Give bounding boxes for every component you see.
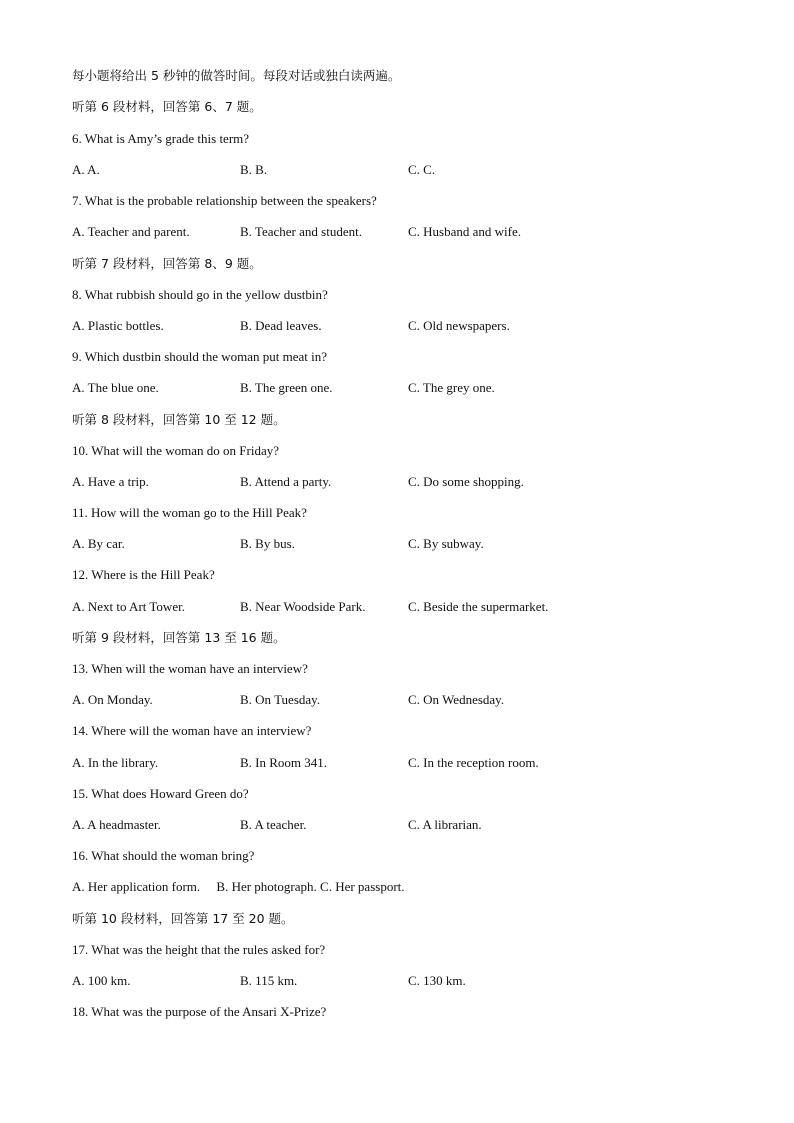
question-11: 11. How will the woman go to the Hill Peak? xyxy=(72,505,307,520)
option-b: B. 115 km. xyxy=(240,973,298,988)
option-c: C. The grey one. xyxy=(408,380,495,395)
option-c: C. On Wednesday. xyxy=(408,692,505,707)
option-a: A. Have a trip. xyxy=(72,474,149,489)
question-17: 17. What was the height that the rules asked for? xyxy=(72,942,326,957)
option-b: B. Dead leaves. xyxy=(240,318,322,333)
option-c: C. Do some shopping. xyxy=(408,474,524,489)
option-b: B. On Tuesday. xyxy=(240,692,321,707)
section-heading: 听第 10 段材料，回答第 17 至 20 题。 xyxy=(72,911,294,926)
question-9: 9. Which dustbin should the woman put meat in? xyxy=(72,349,328,364)
question-18: 18. What was the purpose of the Ansari X-Prize? xyxy=(72,1004,327,1019)
question-16: 16. What should the woman bring? xyxy=(72,848,255,863)
section-heading: 听第 6 段材料，回答第 6、7 题。 xyxy=(72,99,262,114)
question-14: 14. Where will the woman have an interview? xyxy=(72,723,312,738)
option-a: A. 100 km. xyxy=(72,973,131,988)
option-a: A. In the library. xyxy=(72,755,159,770)
question-8: 8. What rubbish should go in the yellow dustbin? xyxy=(72,287,328,302)
option-c: C. Beside the supermarket. xyxy=(408,599,549,614)
question-13: 13. When will the woman have an interview? xyxy=(72,661,308,676)
option-b: B. The green one. xyxy=(240,380,333,395)
option-a: A. Next to Art Tower. xyxy=(72,599,185,614)
section-heading: 听第 7 段材料，回答第 8、9 题。 xyxy=(72,256,262,271)
option-b: B. Attend a party. xyxy=(240,474,332,489)
option-c: C. C. xyxy=(408,162,436,177)
option-b: B. Near Woodside Park. xyxy=(240,599,366,614)
option-b: B. In Room 341. xyxy=(240,755,328,770)
option-a: A. The blue one. xyxy=(72,380,159,395)
option-c: C. Old newspapers. xyxy=(408,318,510,333)
option-a: A. Teacher and parent. xyxy=(72,224,190,239)
option-c: C. In the reception room. xyxy=(408,755,539,770)
option-b: B. Teacher and student. xyxy=(240,224,362,239)
question-7: 7. What is the probable relationship between the speakers? xyxy=(72,193,377,208)
section-heading: 听第 8 段材料，回答第 10 至 12 题。 xyxy=(72,412,286,427)
option-b: B. B. xyxy=(240,162,268,177)
option-a: A. On Monday. xyxy=(72,692,153,707)
option-b: B. A teacher. xyxy=(240,817,307,832)
question-15: 15. What does Howard Green do? xyxy=(72,786,249,801)
option-a: A. By car. xyxy=(72,536,125,551)
section-heading: 听第 9 段材料，回答第 13 至 16 题。 xyxy=(72,630,286,645)
option-b: B. By bus. xyxy=(240,536,295,551)
option-a: A. A headmaster. xyxy=(72,817,161,832)
options-row-inline: A. Her application form. B. Her photograph. C. Her passport. xyxy=(72,879,405,894)
question-10: 10. What will the woman do on Friday? xyxy=(72,443,280,458)
option-c: C. 130 km. xyxy=(408,973,466,988)
option-c: C. Husband and wife. xyxy=(408,224,522,239)
intro-text: 每小题将给出 5 秒钟的做答时间。每段对话或独白读两遍。 xyxy=(72,68,401,83)
option-a: A. Plastic bottles. xyxy=(72,318,164,333)
option-c: C. By subway. xyxy=(408,536,484,551)
option-c: C. A librarian. xyxy=(408,817,482,832)
option-a: A. A. xyxy=(72,162,100,177)
question-12: 12. Where is the Hill Peak? xyxy=(72,567,215,582)
question-6: 6. What is Amy’s grade this term? xyxy=(72,131,250,146)
